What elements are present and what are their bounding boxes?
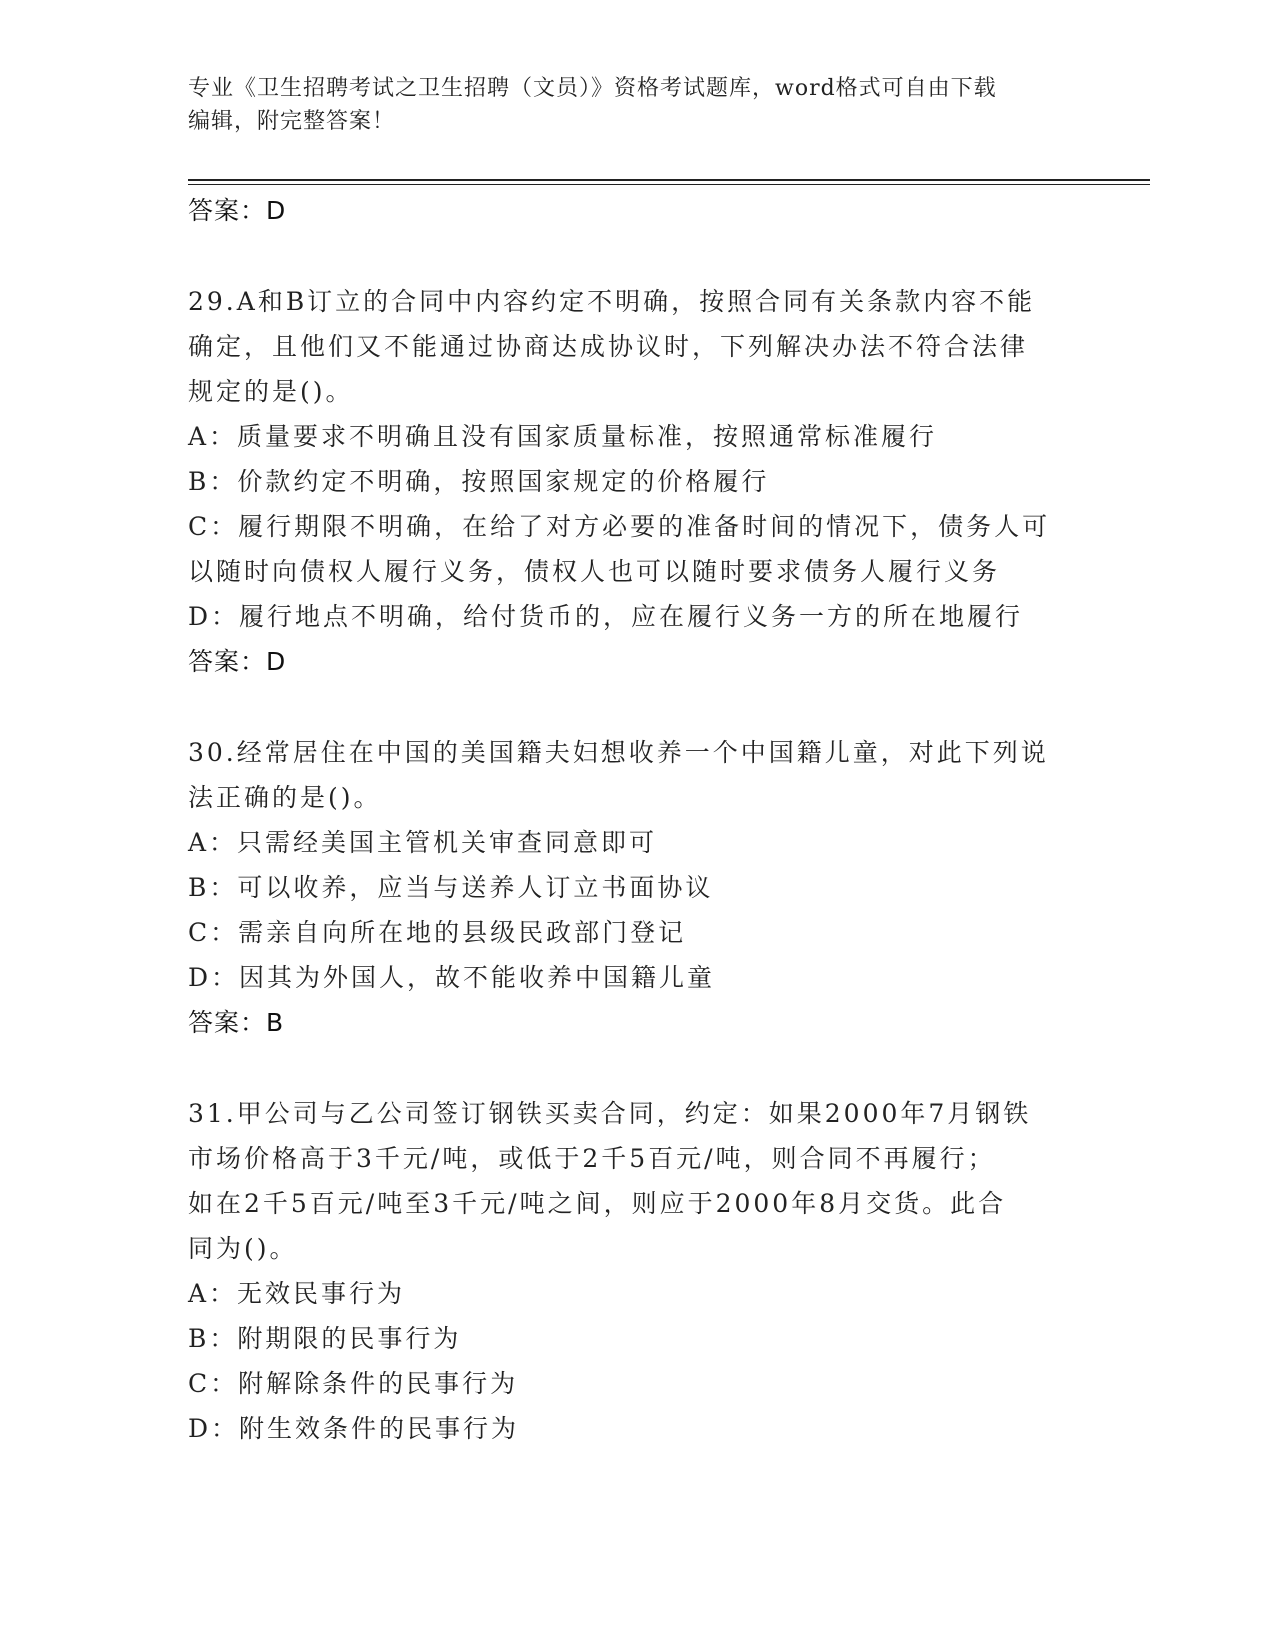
- header-divider: [188, 179, 1150, 185]
- question-line: 30.经常居住在中国的美国籍夫妇想收养一个中国籍儿童，对此下列说: [188, 738, 1049, 767]
- option-c: C：履行期限不明确，在给了对方必要的准备时间的情况下，债务人可: [188, 512, 1051, 541]
- question-line: 确定，且他们又不能通过协商达成协议时，下列解决办法不符合法律: [188, 332, 1029, 361]
- option-c: C：附解除条件的民事行为: [188, 1369, 519, 1398]
- question-line: 29.A和B订立的合同中内容约定不明确，按照合同有关条款内容不能: [188, 287, 1036, 316]
- document-header: [188, 72, 1088, 138]
- question-block: [188, 1091, 1088, 1451]
- answer-line: 答案：B: [188, 1008, 285, 1037]
- question-line: 31.甲公司与乙公司签订钢铁买卖合同，约定：如果2000年7月钢铁: [188, 1099, 1032, 1128]
- header-line-1: 专业《卫生招聘考试之卫生招聘（文员）》资格考试题库，word格式可自由下载: [188, 76, 997, 101]
- question-line: 同为()。: [188, 1234, 298, 1263]
- answer-line: 答案：D: [188, 196, 287, 225]
- header-line-2: 编辑，附完整答案！: [188, 109, 396, 134]
- option-c: C：需亲自向所在地的县级民政部门登记: [188, 918, 687, 947]
- document-body: [188, 188, 1088, 1451]
- option-a: A：质量要求不明确且没有国家质量标准，按照通常标准履行: [188, 422, 938, 451]
- option-b: B：附期限的民事行为: [188, 1324, 462, 1353]
- question-block: [188, 279, 1088, 684]
- option-a: A：无效民事行为: [188, 1279, 406, 1308]
- option-c-continued: 以随时向债权人履行义务，债权人也可以随时要求债务人履行义务: [188, 557, 1001, 586]
- option-b: B：可以收养，应当与送养人订立书面协议: [188, 873, 714, 902]
- option-d: D：履行地点不明确，给付货币的，应在履行义务一方的所在地履行: [188, 602, 1024, 631]
- question-block: [188, 730, 1088, 1045]
- option-d: D：附生效条件的民事行为: [188, 1414, 520, 1443]
- option-b: B：价款约定不明确，按照国家规定的价格履行: [188, 467, 770, 496]
- answer-line: 答案：D: [188, 647, 287, 676]
- question-line: 法正确的是()。: [188, 783, 382, 812]
- spacer: [188, 684, 1088, 730]
- spacer: [188, 1045, 1088, 1091]
- option-a: A：只需经美国主管机关审查同意即可: [188, 828, 658, 857]
- option-d: D：因其为外国人，故不能收养中国籍儿童: [188, 963, 716, 992]
- spacer: [188, 233, 1088, 279]
- question-line: 如在2千5百元/吨至3千元/吨之间，则应于2000年8月交货。此合: [188, 1189, 1007, 1218]
- question-line: 规定的是()。: [188, 377, 354, 406]
- question-line: 市场价格高于3千元/吨，或低于2千5百元/吨，则合同不再履行；: [188, 1144, 996, 1173]
